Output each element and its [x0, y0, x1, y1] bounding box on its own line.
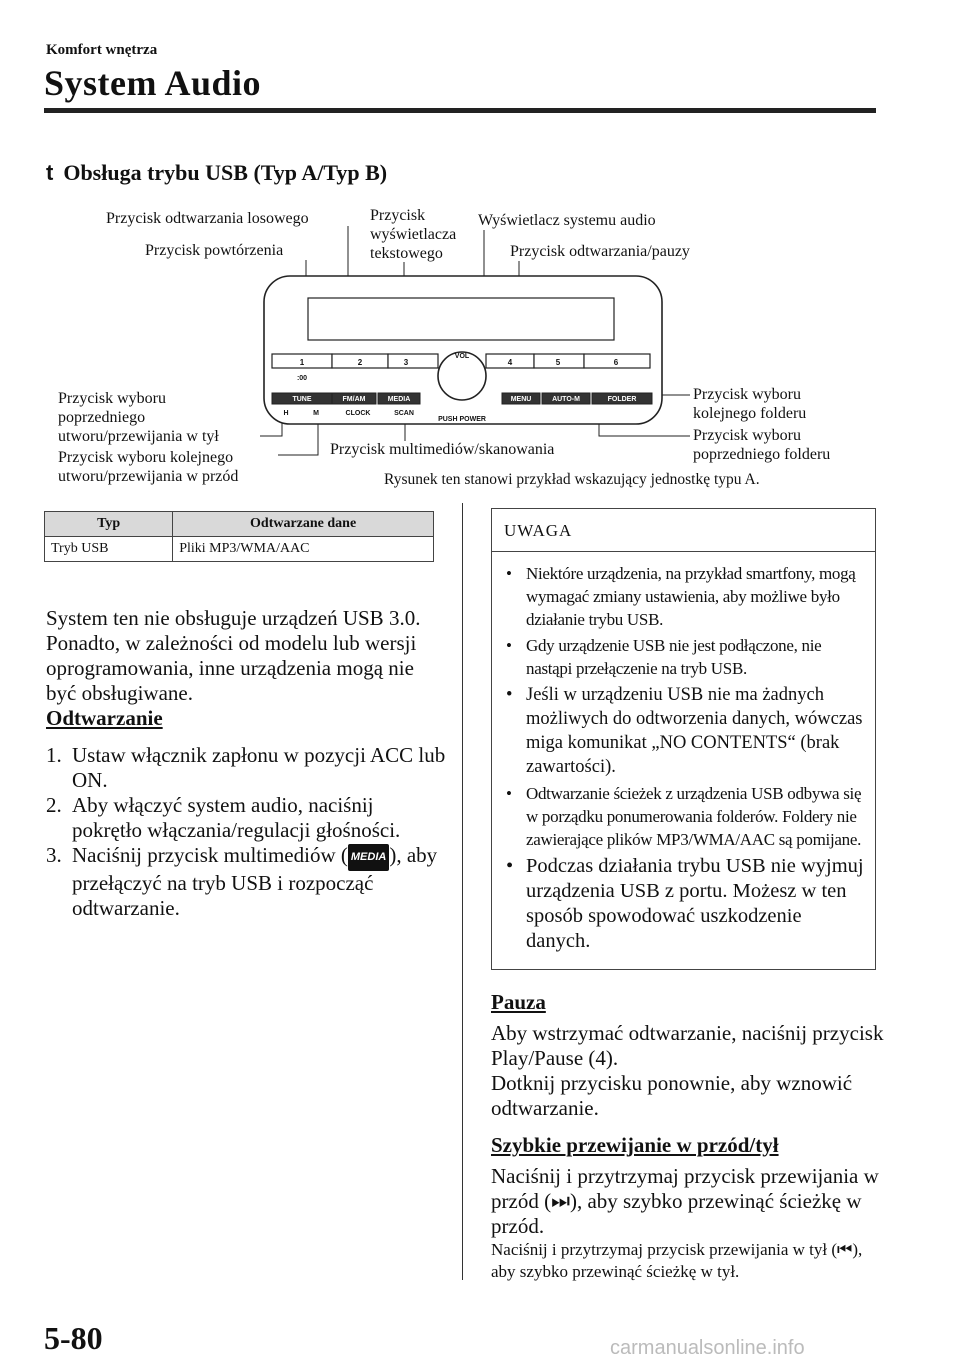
- label-prev-3: utworu/przewijania w tył: [58, 428, 219, 445]
- watermark: carmanualsonline.info: [610, 1337, 805, 1359]
- column-divider: [462, 503, 463, 1280]
- audio-unit-drawing: [258, 268, 668, 436]
- label-next-folder-2: kolejnego folderu: [693, 405, 807, 422]
- label-prev-2: poprzedniego: [58, 409, 146, 426]
- label-next-folder-1: Przycisk wyboru: [693, 386, 801, 403]
- ffrew-text-1b: ), aby szybko przewinąć ścieżkę w przód.: [491, 1189, 862, 1238]
- preset-5: 5: [555, 358, 561, 367]
- label-prev-1: Przycisk wyboru: [58, 390, 166, 407]
- list-item: • Niektóre urządzenia, na przykład smartfony, mogą wymagać zmiany ustawienia, aby możliwe było działanie trybu USB.: [506, 564, 856, 629]
- page-number: 5-80: [44, 1320, 103, 1356]
- table-header: Odtwarzane dane: [173, 512, 434, 537]
- fmam-button: FM/AM: [342, 396, 366, 403]
- autom-button: AUTO-M: [552, 396, 580, 403]
- label-media-scan: Przycisk multimediów/skanowania: [330, 441, 555, 458]
- step-2-text: Aby włączyć system audio, naciśnij pokrętło włączania/regulacji głośności.: [72, 793, 401, 842]
- step-3: [46, 843, 446, 921]
- table-row: [45, 537, 434, 562]
- list-item: • Podczas działania trybu USB nie wyjmuj urządzenia USB z portu. Możesz w ten sposób spowodować uszkodzenie danych.: [506, 855, 864, 952]
- vol-label: VOL: [454, 353, 470, 360]
- preset-6: 6: [613, 358, 619, 367]
- label-repeat-button: Przycisk powtórzenia: [145, 242, 284, 259]
- playback-title: Odtwarzanie: [46, 706, 163, 730]
- step-1: [46, 743, 446, 793]
- label-next-2: utworu/przewijania w przód: [58, 468, 239, 485]
- table-cell: Tryb USB: [45, 537, 173, 562]
- note-item-text: Gdy urządzenie USB nie jest podłączone, nie nastąpi przełączenie na tryb USB.: [526, 636, 822, 678]
- table-header-row: [45, 512, 434, 537]
- folder-button: FOLDER: [607, 396, 637, 403]
- label-prev-folder-2: poprzedniego folderu: [693, 446, 831, 463]
- pause-text-2: Dotknij przycisku ponownie, aby wznowić odtwarzanie.: [491, 1071, 853, 1120]
- heading-text: Obsługa trybu USB (Typ A/Typ B): [63, 160, 388, 185]
- push-power-label: PUSH POWER: [438, 416, 486, 423]
- pause-title: Pauza: [491, 990, 546, 1014]
- figure-caption: Rysunek ten stanowi przykład wskazujący jednostkę typu A.: [384, 471, 760, 488]
- preset-1: 1: [299, 358, 305, 367]
- note-list: [492, 562, 875, 954]
- label-play-pause: Przycisk odtwarzania/pauzy: [510, 243, 690, 260]
- preset-4: 4: [507, 358, 513, 367]
- pause-text-1: Aby wstrzymać odtwarzanie, naciśnij przycisk Play/Pause (4).: [491, 1021, 884, 1070]
- type-table: [44, 511, 434, 562]
- note-title: UWAGA: [492, 509, 875, 552]
- step-2: [46, 793, 446, 843]
- media-button: MEDIA: [387, 396, 411, 403]
- table-cell: Pliki MP3/WMA/AAC: [173, 537, 434, 562]
- ffrew-text-2b: ), aby szybko przewinąć ścieżkę w tył.: [491, 1240, 863, 1281]
- intro-paragraph: System ten nie obsługuje urządzeń USB 3.0. Ponadto, w zależności od modelu lub wersji oprogramowania, inne urządzenia mogą nie być obsługiwane.: [46, 606, 421, 705]
- label-prev-folder-1: Przycisk wyboru: [693, 427, 801, 444]
- label-display: Wyświetlacz systemu audio: [478, 212, 656, 229]
- list-item: • Jeśli w urządzeniu USB nie ma żadnych możliwych do odtworzenia danych, wówczas miga komunikat „NO CONTENTS“ (brak zawartości).: [506, 685, 863, 777]
- audio-unit-illustration: [258, 268, 668, 436]
- step-1-text: Ustaw włącznik zapłonu w pozycji ACC lub ON.: [72, 743, 446, 792]
- section-label: Komfort wnętrza: [46, 42, 158, 58]
- note-item-text: Podczas działania trybu USB nie wyjmuj urządzenia USB z portu. Możesz w ten sposób spowodować uszkodzenie danych.: [526, 855, 864, 952]
- note-item-text: Odtwarzanie ścieżek z urządzenia USB odbywa się w porządku ponumerowania folderów. Foldery nie zawierające plików MP3/WMA/AAC są pomijane.: [526, 784, 862, 849]
- ffrew-text-2a: Naciśnij i przytrzymaj przycisk przewijania w tył (: [491, 1240, 838, 1259]
- ffrew-text-1a: Naciśnij i przytrzymaj przycisk przewijania w przód (: [491, 1164, 879, 1213]
- clock-label: CLOCK: [345, 410, 371, 417]
- ffrew-text-1: [491, 1164, 891, 1239]
- media-icon: MEDIA: [348, 844, 389, 871]
- fast-forward-icon: ⏭: [551, 1189, 570, 1213]
- scan-label: SCAN: [394, 410, 414, 417]
- rewind-icon: ⏮: [837, 1240, 853, 1259]
- note-item-text: Niektóre urządzenia, na przykład smartfony, mogą wymagać zmiany ustawienia, aby możliwe było działanie trybu USB.: [526, 564, 856, 629]
- h-label: H: [283, 410, 289, 417]
- list-item: • Odtwarzanie ścieżek z urządzenia USB odbywa się w porządku ponumerowania folderów. Foldery nie zawierające plików MP3/WMA/AAC są pomijane.: [506, 784, 862, 849]
- step-2-num: 2.: [46, 793, 62, 817]
- page-title: System Audio: [44, 63, 262, 103]
- label-random-button: Przycisk odtwarzania losowego: [106, 210, 309, 227]
- list-item: • Gdy urządzenie USB nie jest podłączone, nie nastąpi przełączenie na tryb USB.: [506, 636, 822, 678]
- step-3-num: 3.: [46, 843, 62, 867]
- label-text-button-3: tekstowego: [370, 245, 443, 262]
- preset-2: 2: [357, 358, 363, 367]
- preset-3: 3: [403, 358, 409, 367]
- note-box: [491, 508, 876, 970]
- label-text-button-1: Przycisk: [370, 207, 426, 224]
- label-next-1: Przycisk wyboru kolejnego: [58, 449, 234, 466]
- colon00-label: :00: [296, 375, 308, 382]
- ffrew-title: Szybkie przewijanie w przód/tył: [491, 1133, 779, 1157]
- label-text-button-2: wyświetlacza: [370, 226, 457, 243]
- step-3-text-b: ), aby przełączyć na tryb USB i rozpocząć odtwarzanie.: [72, 843, 438, 920]
- ffrew-text-2: [491, 1239, 891, 1283]
- heading-bullet: t: [46, 160, 54, 185]
- step-3-text-a: Naciśnij przycisk multimediów (: [72, 843, 348, 867]
- step-1-num: 1.: [46, 743, 62, 767]
- note-item-text: Jeśli w urządzeniu USB nie ma żadnych możliwych do odtworzenia danych, wówczas miga komunikat „NO CONTENTS“ (brak zawartości).: [526, 685, 863, 777]
- menu-button: MENU: [510, 396, 532, 403]
- playback-section: [46, 706, 446, 921]
- table-header: Typ: [45, 512, 173, 537]
- m-label: M: [313, 410, 319, 417]
- tune-button: TUNE: [292, 396, 312, 403]
- pause-section: [491, 990, 891, 1283]
